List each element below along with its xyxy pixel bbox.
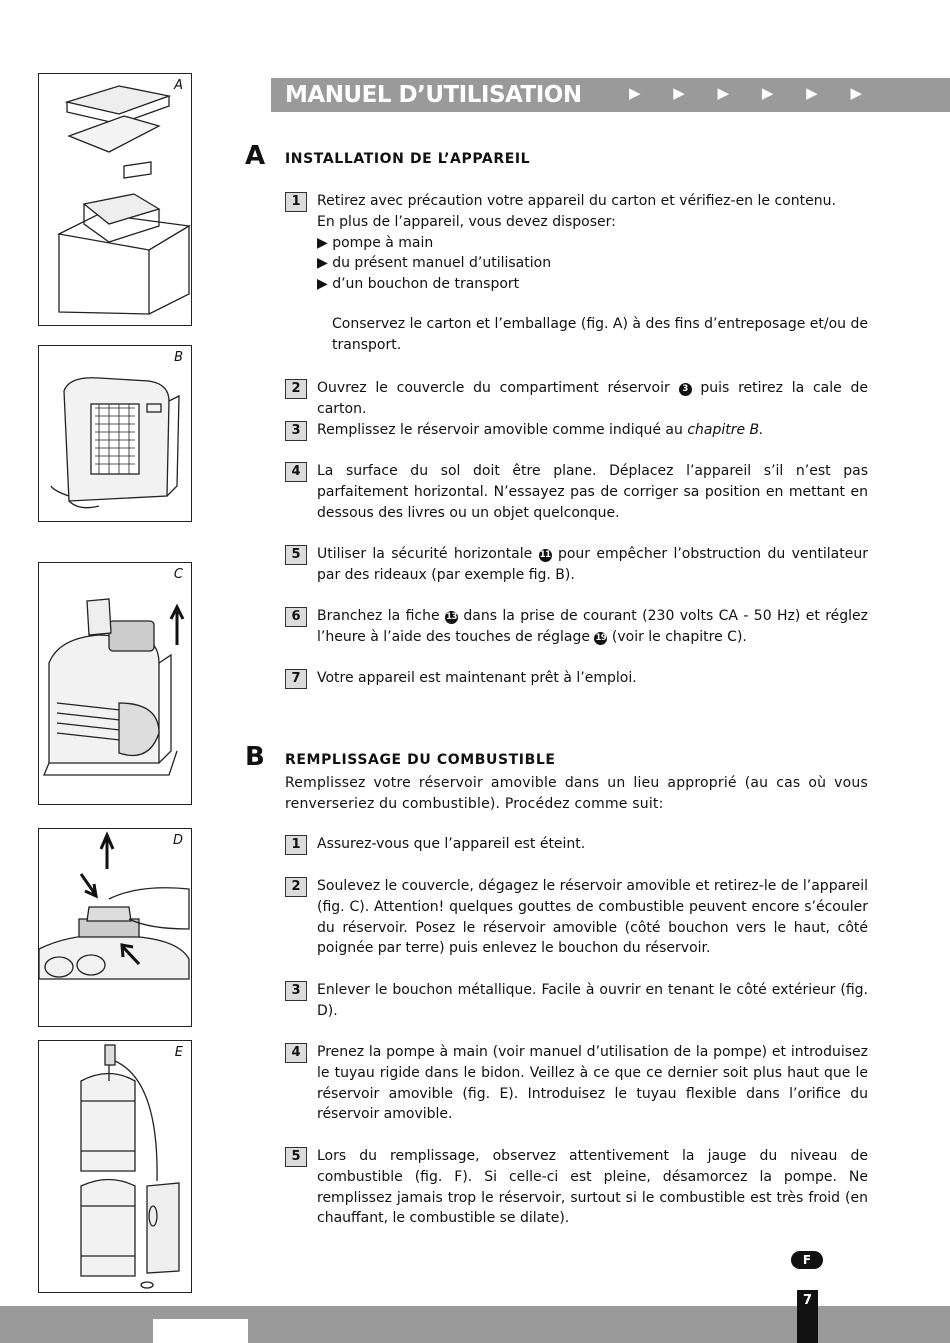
step-number: 2	[285, 379, 307, 399]
cap-removal-illustration	[39, 829, 192, 1027]
chapter-reference: chapitre B.	[687, 422, 764, 438]
step-text: Votre appareil est maintenant prêt à l’emploi.	[317, 670, 637, 686]
bullet-text: d’un bouchon de transport	[332, 276, 520, 293]
step-text-part: Branchez la fiche	[317, 608, 440, 624]
step-text-part: dans la prise de courant (230 volts CA - 50 Hz) et réglez l’heure à l’aide des touches de réglage	[317, 608, 869, 645]
step-number: 1	[285, 192, 307, 212]
header-arrows: ▶ ▶ ▶ ▶ ▶ ▶	[628, 84, 876, 102]
step-text-part: (voir le chapitre C).	[611, 628, 747, 645]
step-number: 3	[285, 981, 307, 1001]
step-text-part: puis retirez la cale de carton.	[317, 380, 869, 417]
step-text: Soulevez le couvercle, dégagez le réservoir amovible et retirez-le de l’appareil (fig. C). Attention! quelques gouttes de combustible peuvent encore s’écouler du réservoir. Posez le réservoir amovible (côté bouchon vers le haut, côté poignée par terre) puis enlevez le bouchon du réservoir.	[317, 878, 868, 957]
bullet-item: ▶ pompe à main	[317, 234, 434, 251]
figure-b-label: B	[174, 350, 183, 365]
step-text-part: pour empêcher l’obstruction du ventilateur par des rideaux (par exemple fig. B).	[317, 546, 868, 583]
page-title: MANUEL D’UTILISATION	[285, 82, 582, 108]
reference-badge: 11	[539, 550, 551, 560]
step-note: Conservez le carton et l’emballage (fig. A) à des fins d’entreposage et/ou de transport.	[332, 315, 868, 353]
footer-white-block	[153, 1319, 248, 1343]
step-number: 3	[285, 421, 307, 441]
step-text	[317, 191, 868, 356]
pump-refill-illustration	[39, 1041, 192, 1293]
section-a-letter: A	[245, 141, 266, 171]
header-bar	[271, 78, 950, 112]
step-number: 6	[285, 607, 307, 627]
step-number: 7	[285, 669, 307, 689]
figure-e-label: E	[174, 1045, 183, 1060]
page-number: 7	[797, 1290, 818, 1343]
step-text	[317, 378, 868, 420]
language-badge: F	[791, 1251, 823, 1269]
step-number: 4	[285, 462, 307, 482]
tank-removal-illustration	[39, 563, 192, 805]
step-text: La surface du sol doit être plane. Déplacez l’appareil s’il n’est pas parfaitement horizontal. N’essayez pas de corriger sa position en mettant en dessous des livres ou un objet quelconque.	[317, 463, 868, 521]
figure-d-label: D	[172, 833, 183, 848]
step-number: 5	[285, 545, 307, 565]
section-a-title: INSTALLATION DE L’APPAREIL	[285, 151, 531, 167]
step-text-part: Ouvrez le couvercle du compartiment réservoir	[317, 380, 670, 396]
bullet-text: pompe à main	[332, 234, 434, 251]
step-line: En plus de l’appareil, vous devez disposer:	[317, 213, 616, 230]
step-text-part: Remplissez le réservoir amovible comme indiqué au	[317, 422, 683, 438]
step-number: 4	[285, 1043, 307, 1063]
figure-c	[38, 562, 192, 805]
reference-badge: 3	[679, 383, 692, 396]
step-text: Prenez la pompe à main (voir manuel d’utilisation de la pompe) et introduisez le tuyau rigide dans le bidon. Veillez à ce que ce dernier soit plus haut que le réservoir amovible (fig. E). Introduisez le tuyau flexible dans l’orifice du réservoir amovible.	[317, 1044, 868, 1123]
bullet-item: ▶ d’un bouchon de transport	[317, 276, 520, 293]
step-text	[317, 420, 868, 441]
step-text: Assurez-vous que l’appareil est éteint.	[317, 836, 586, 852]
figure-a-label: A	[174, 78, 183, 93]
reference-badge: 13	[446, 612, 457, 622]
figure-c-label: C	[173, 567, 183, 582]
step-text: Lors du remplissage, observez attentivement la jauge du niveau de combustible (fig. F). Si celle-ci est pleine, désamorcez la pompe. Ne remplissez jamais trop le réservoir, surtout si le combustible est très froid (en chauffant, le combustible se dilate).	[317, 1148, 868, 1227]
section-b-letter: B	[245, 742, 265, 772]
unpacking-illustration	[39, 74, 192, 326]
bullet-text: du présent manuel d’utilisation	[332, 255, 552, 272]
step-text-part: Utiliser la sécurité horizontale	[317, 546, 533, 562]
step-text	[317, 544, 868, 586]
section-b-intro: Remplissez votre réservoir amovible dans un lieu approprié (au cas où vous renverseriez du combustible). Procédez comme suit:	[285, 775, 868, 812]
bullet-item: ▶ du présent manuel d’utilisation	[317, 255, 552, 272]
step-text: Enlever le bouchon métallique. Facile à ouvrir en tenant le côté extérieur (fig. D).	[317, 982, 868, 1019]
reference-badge: 19	[595, 632, 607, 643]
step-number: 5	[285, 1147, 307, 1167]
step-text	[317, 606, 868, 648]
step-number: 1	[285, 835, 307, 855]
section-b-title: REMPLISSAGE DU COMBUSTIBLE	[285, 752, 556, 768]
figure-d	[38, 828, 192, 1027]
figure-e	[38, 1040, 192, 1293]
figure-a	[38, 73, 192, 326]
appliance-back-illustration	[39, 346, 192, 522]
step-number: 2	[285, 877, 307, 897]
footer-bar	[0, 1293, 950, 1343]
step-line: Retirez avec précaution votre appareil du carton et vérifiez-en le contenu.	[317, 193, 836, 209]
figure-b	[38, 345, 192, 522]
